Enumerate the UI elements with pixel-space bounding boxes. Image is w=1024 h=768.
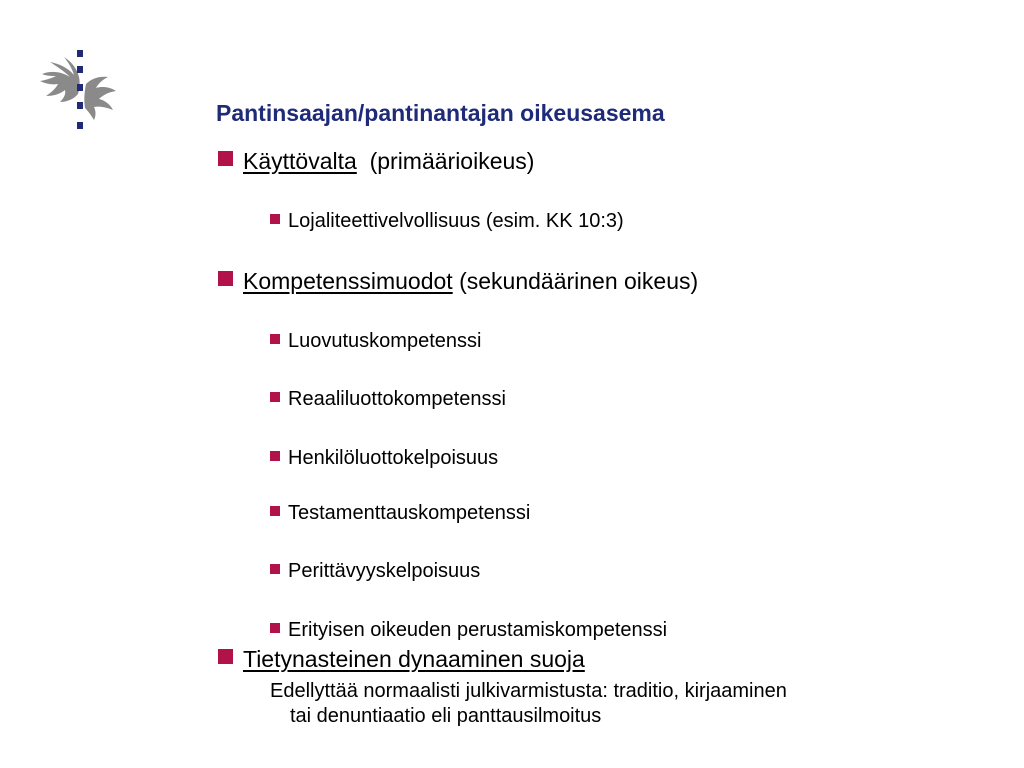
square-bullet-icon xyxy=(218,271,233,286)
sub-bullet-text-continuation: tai denuntiaatio eli panttausilmoitus xyxy=(290,705,602,727)
university-flame-logo-icon xyxy=(34,44,126,136)
sub-bullet-testamenttauskompetenssi xyxy=(270,502,530,525)
section-note-kompetenssimuodot: (sekundäärinen oikeus) xyxy=(459,268,699,294)
sub-bullet-text: Edellyttää normaalisti julkivarmistusta: traditio, kirjaaminen xyxy=(270,680,787,702)
square-bullet-icon xyxy=(270,623,280,633)
bullet-kayttovalta xyxy=(218,148,534,175)
sub-bullet-lojaliteetti xyxy=(270,210,624,233)
sub-bullet-edellyttaa xyxy=(270,679,970,729)
square-bullet-icon xyxy=(270,392,280,402)
section-label-kayttovalta: Käyttövalta xyxy=(243,148,357,174)
sub-bullet-text: Lojaliteettivelvollisuus (esim. KK 10:3) xyxy=(288,210,624,232)
sub-bullet-text: Testamenttauskompetenssi xyxy=(288,502,531,524)
slide-title: Pantinsaajan/pantinantajan oikeusasema xyxy=(216,100,665,126)
square-bullet-icon xyxy=(218,649,233,664)
square-bullet-icon xyxy=(270,506,280,516)
section-label-kompetenssimuodot: Kompetenssimuodot xyxy=(243,268,453,294)
sub-bullet-luovutuskompetenssi xyxy=(270,330,481,353)
sub-bullet-text: Erityisen oikeuden perustamiskompetenssi xyxy=(288,619,668,641)
sub-bullet-perittavyyskelpoisuus xyxy=(270,560,480,583)
sub-bullet-text: Henkilöluottokelpoisuus xyxy=(288,447,499,469)
bullet-kompetenssimuodot xyxy=(218,268,698,295)
square-bullet-icon xyxy=(218,151,233,166)
square-bullet-icon xyxy=(270,451,280,461)
section-note-kayttovalta: (primäärioikeus) xyxy=(369,148,535,174)
sub-bullet-text: Reaaliluottokompetenssi xyxy=(288,388,506,410)
sub-bullet-text: Perittävyyskelpoisuus xyxy=(288,560,481,582)
square-bullet-icon xyxy=(270,214,280,224)
sub-bullet-erityisen-oikeuden xyxy=(270,619,667,642)
sub-bullet-henkiloluottokelpoisuus xyxy=(270,447,498,470)
section-label-dynaaminen-suoja: Tietynasteinen dynaaminen suoja xyxy=(243,646,585,672)
bullet-dynaaminen-suoja xyxy=(218,646,585,673)
square-bullet-icon xyxy=(270,564,280,574)
square-bullet-icon xyxy=(270,334,280,344)
sub-bullet-reaaliluottokompetenssi xyxy=(270,388,506,411)
sub-bullet-text: Luovutuskompetenssi xyxy=(288,330,482,352)
